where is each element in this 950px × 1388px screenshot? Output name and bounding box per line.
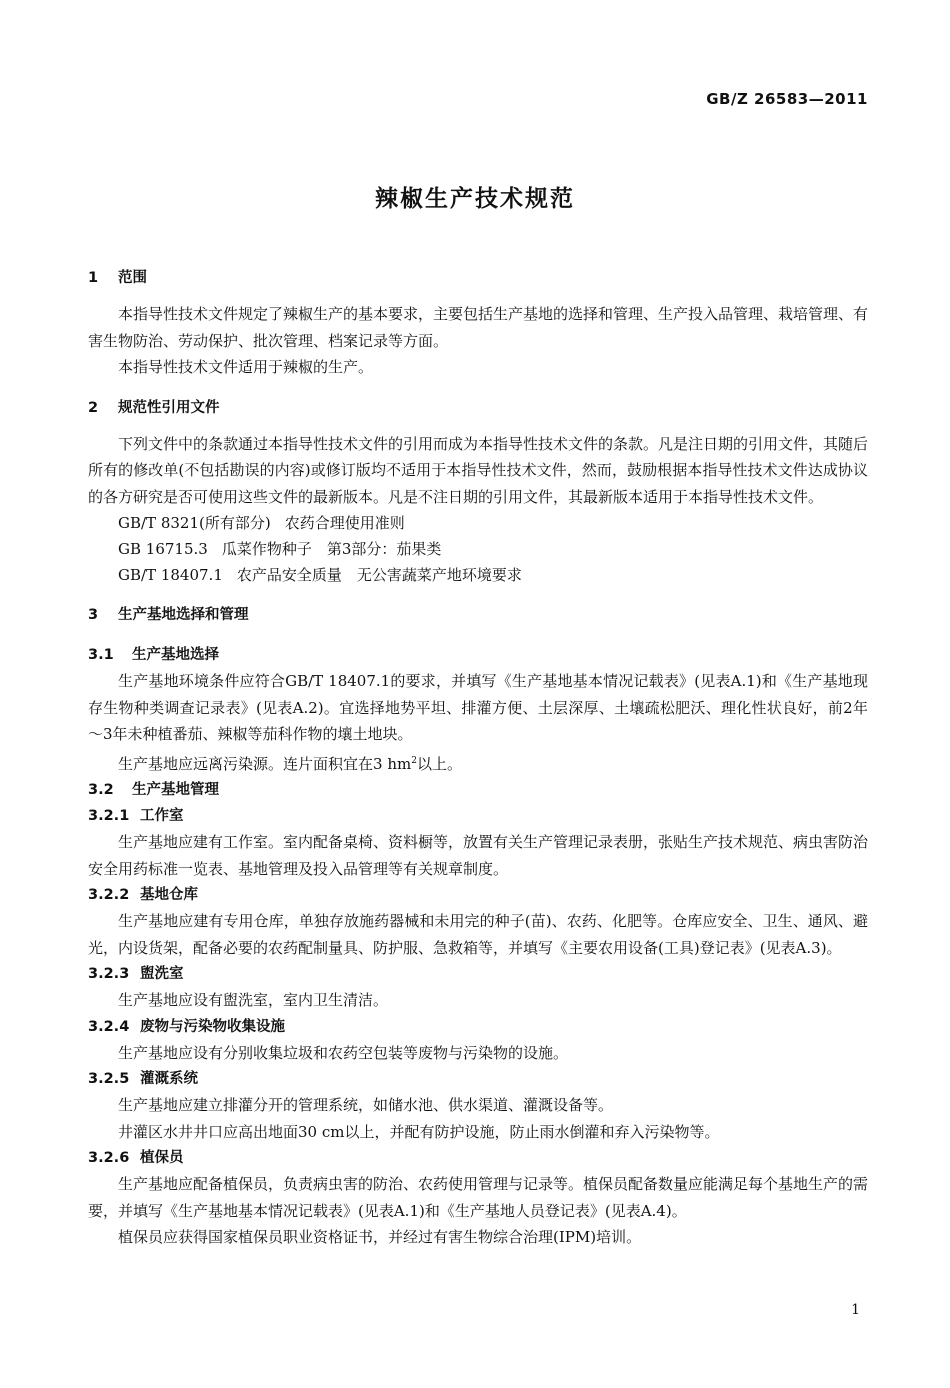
paragraph: 下列文件中的条款通过本指导性技术文件的引用而成为本指导性技术文件的条款。凡是注日期的引用文件，其随后所有的修改单(不包括勘误的内容)或修订版均不适用于本指导性技术文件，然而，鼓励根据本指导性技术文件达成协议的各方研究是否可使用这些文件的最新版本。凡是不注日期的引用文件，其最新版本适用于本指导性技术文件。 (88, 434, 869, 506)
subsection-heading-3-2-4: 3.2.4 废物与污染物收集设施 (88, 1018, 285, 1035)
section-heading-2: 2 规范性引用文件 (88, 399, 220, 416)
paragraph: 生产基地应设有盥洗室，室内卫生清洁。 (118, 991, 389, 1009)
subsection-heading-3-2-2: 3.2.2 基地仓库 (88, 887, 198, 903)
document-title: 辣椒生产技术规范 (375, 186, 575, 212)
normative-references (88, 510, 868, 588)
paragraph: 生产基地应建有工作室。室内配备桌椅、资料橱等，放置有关生产管理记录表册，张贴生产技术规范、病虫害防治安全用药标准一览表、基地管理及投入品管理等有关规章制度。 (88, 833, 869, 878)
subsection-heading-3-2-6: 3.2.6 植保员 (88, 1150, 184, 1166)
paragraph: 井灌区水井井口应高出地面30 cm以上，并配有防护设施，防止雨水倒灌和弃入污染物等。 (118, 1122, 720, 1141)
paragraph: 植保员应获得国家植保员职业资格证书，并经过有害生物综合治理(IPM)培训。 (118, 1228, 642, 1246)
paragraph: 生产基地应建有专用仓库，单独存放施药器械和未用完的种子(苗)、农药、化肥等。仓库应安全、卫生、通风、避光，内设货架，配备必要的农药配制量具、防护服、急救箱等，并填写《主要农用设备(工具)登记表》(见表A.3)。 (88, 912, 868, 957)
subsection-heading-3-2: 3.2 生产基地管理 (88, 782, 219, 798)
reference-item: GB/T 18407.1 农产品安全质量 无公害蔬菜产地环境要求 (118, 566, 522, 584)
standard-code: GB/Z 26583—2011 (706, 90, 868, 108)
paragraph: 本指导性技术文件适用于辣椒的生产。 (118, 358, 374, 376)
section-heading-3: 3 生产基地选择和管理 (88, 607, 249, 623)
paragraph: 生产基地应远离污染源。连片面积宜在3 $hm^2$以上。 (118, 754, 462, 773)
paragraph: 生产基地环境条件应符合GB/T 18407.1的要求，并填写《生产基地基本情况记载表》(见表A.1)和《生产基地现存生物种类调查记录表》(见表A.2)。宜选择地势平坦、排灌方便、土层深厚、土壤疏松肥沃、理化性状良好，前2年～3年未种植番茄、辣椒等茄科作物的壤土地块。 (88, 672, 868, 743)
subsection-heading-3-2-1: 3.2.1 工作室 (88, 808, 184, 824)
document-body (88, 265, 868, 1251)
reference-item: GB/T 8321(所有部分) 农药合理使用准则 (118, 514, 405, 532)
subsection-heading-3-1: 3.1 生产基地选择 (88, 647, 219, 663)
paragraph: 生产基地应建立排灌分开的管理系统，如储水池、供水渠道、灌溉设备等。 (118, 1096, 614, 1114)
section-heading-1: 1 范围 (88, 270, 147, 286)
subsection-heading-3-2-3: 3.2.3 盥洗室 (88, 966, 184, 982)
subsection-heading-3-2-5: 3.2.5 灌溉系统 (88, 1071, 198, 1087)
paragraph: 生产基地应配备植保员，负责病虫害的防治、农药使用管理与记录等。植保员配备数量应能满足每个基地生产的需要，并填写《生产基地基本情况记载表》(见表A.1)和《生产基地人员登记表》(见表A.4)。 (88, 1175, 869, 1220)
reference-item: GB 16715.3 瓜菜作物种子 第3部分：茄果类 (118, 540, 442, 558)
paragraph: 生产基地应设有分别收集垃圾和农药空包装等废物与污染物的设施。 (118, 1043, 569, 1062)
paragraph: 本指导性技术文件规定了辣椒生产的基本要求，主要包括生产基地的选择和管理、生产投入品管理、栽培管理、有害生物防治、劳动保护、批次管理、档案记录等方面。 (88, 305, 869, 350)
page-number: 1 (851, 1302, 860, 1318)
